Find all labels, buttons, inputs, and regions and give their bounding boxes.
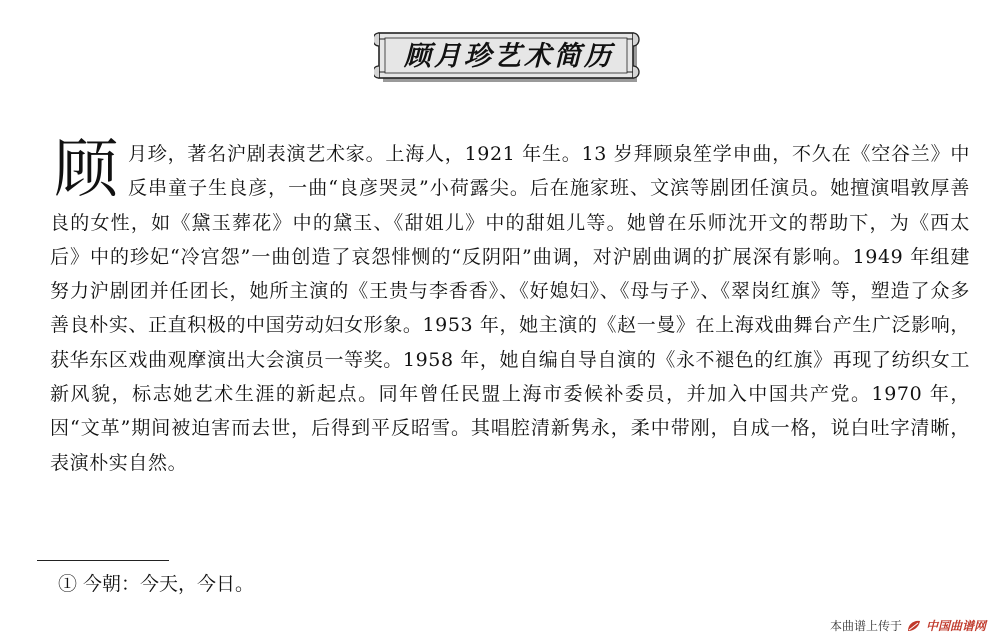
footnote: ① 今朝：今天，今日。 [58,573,255,595]
credit-prefix: 本曲谱上传于 [829,619,902,633]
source-credit[interactable] [830,616,986,636]
article-body [50,133,970,480]
article-paragraph: 月珍，著名沪剧表演艺术家。上海人，1921 年生。13 岁拜顾泉笙学申曲，不久在《空谷兰》中反串童子生良彦，一曲“良彦哭灵”小荷露尖。后在施家班、文滨等剧团任演员。她擅演唱敦厚善良的女性，如《黛玉葬花》中的黛玉、《甜姐儿》中的甜姐儿等。她曾在乐师沈开文的帮助下，为《西太后》中的珍妃“冷宫怨”一曲创造了哀怨悱恻的“反阴阳”曲调，对沪剧曲调的扩展深有影响。1949 年组建努力沪剧团并任团长，她所主演的《王贵与李香香》、《好媳妇》、《母与子》、《翠岗红旗》等，塑造了众多善良朴实、正直积极的中国劳动妇女形象。1953 年，她主演的《赵一曼》在上海戏曲舞台产生广泛影响，获华东区戏曲观摩演出大会演员一等奖。1958 年，她自编自导自演的《永不褪色的红旗》再现了纺织女工新风貌，标志她艺术生涯的新起点。同年曾任民盟上海市委候补委员，并加入中国共产党。1970 年，因“文革”期间被迫害而去世，后得到平反昭雪。其唱腔清新隽永，柔中带刚，自成一格，说白吐字清晰，表演朴实自然。 [50,143,970,474]
credit-brand[interactable]: 中国曲谱网 [925,619,986,633]
drop-cap: 顾 [54,133,118,207]
footnote-divider [37,560,169,561]
leaf-logo-icon [906,619,922,633]
title-banner [374,28,644,86]
page-title: 顾月珍艺术简历 [404,41,614,72]
